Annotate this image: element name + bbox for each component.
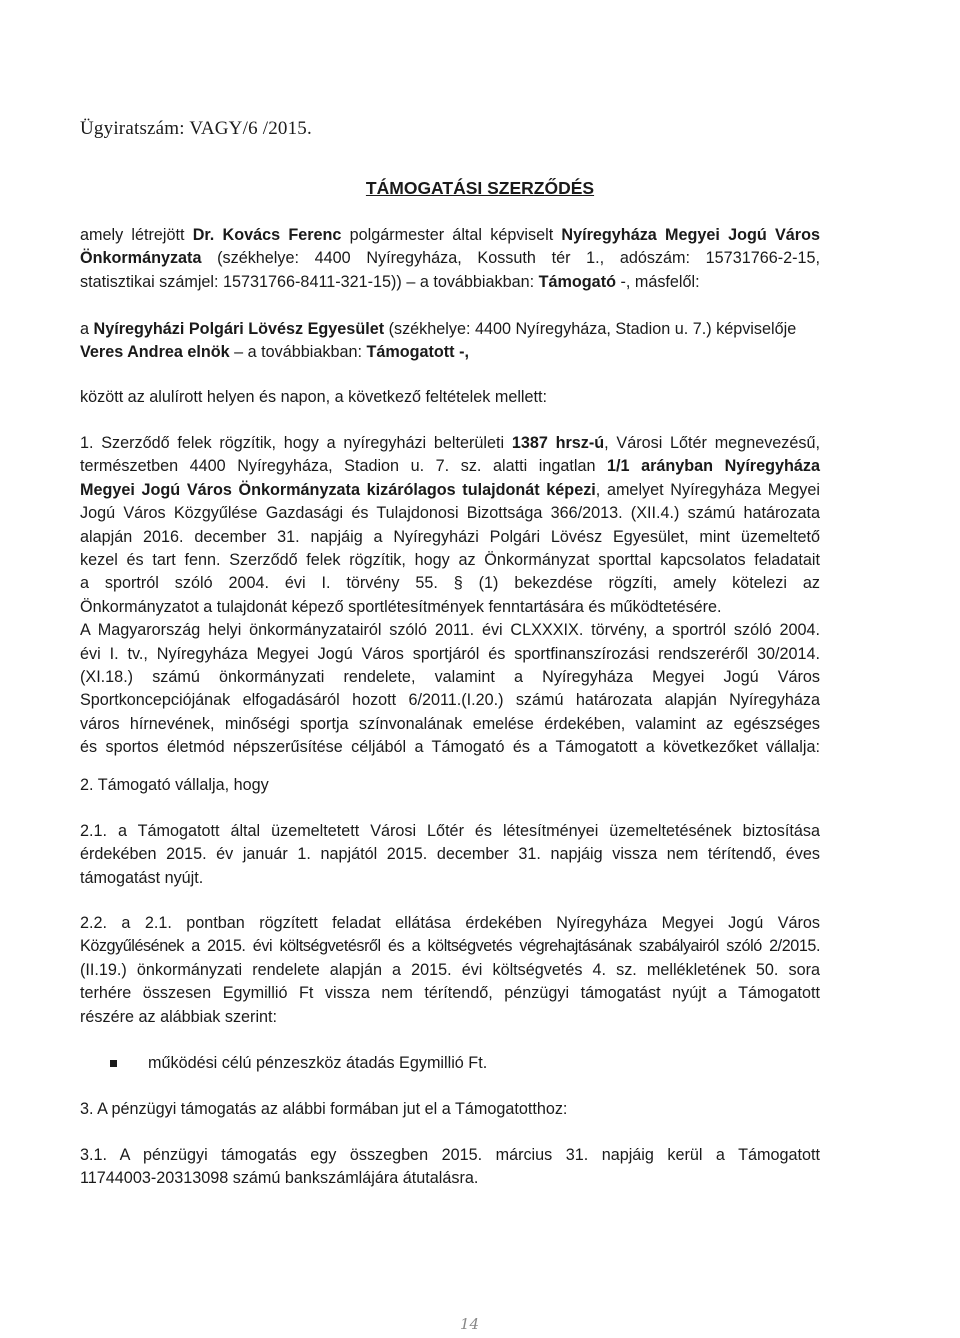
text-line: 2.1. a Támogatott által üzemeltetett Városi Lőtér és létesítményei üzemeltetésének biztosítása: [80, 822, 820, 840]
text-line: Veres Andrea elnök – a továbbiakban: Támogatott -,: [80, 343, 469, 362]
section-1: [80, 432, 820, 760]
text-line: természetben 4400 Nyíregyháza, Stadion u. 7. sz. alatti ingatlan 1/1 arányban Nyíregyháza: [80, 457, 820, 476]
document-reference: Ügyiratszám: VAGY/6 /2015.: [80, 118, 312, 139]
conditions-intro: között az alulírott helyen és napon, a következő feltételek mellett:: [80, 388, 548, 406]
text-line: város hírnevének, minőségi sportja színvonalának emelése érdekében, valamint az egészséges: [80, 714, 820, 733]
section-2-1: [80, 820, 820, 890]
text-line: 11744003-20313098 számú bankszámlájára átutalásra.: [80, 1169, 479, 1188]
text-line: részére az alábbiak szerint:: [80, 1007, 278, 1026]
supported-party-paragraph: [80, 318, 820, 365]
text-line: és sportos életmód népszerűsítése céljából a Támogató és a Támogatott a következőket vállalja:: [80, 738, 820, 757]
text-line: évi I. tv., Nyíregyháza Megyei Jogú Város sportjáról és sportfinanszírozási rendszeréről 30/2014.: [80, 644, 820, 663]
text-line: Önkormányzatot a tulajdonát képező sportlétesítmények fenntartására és működtetésére.: [80, 597, 722, 616]
municipality-name: Nyíregyháza Megyei Jogú Város: [561, 226, 820, 244]
section-2-heading: 2. Támogató vállalja, hogy: [80, 776, 269, 794]
section-3-1: [80, 1144, 820, 1191]
text-line: alapján 2016. december 31. napjáig a Nyíregyházi Polgári Lövész Egyesület, mint üzemeltető: [80, 527, 820, 546]
text-line: Megyei Jogú Város Önkormányzata kizárólagos tulajdonát képezi, amelyet Nyíregyháza Megyei: [80, 480, 820, 499]
text-line: statisztikai számjel: 15731766-8411-321-15)) – a továbbiakban: Támogató -, másfelől:: [80, 272, 700, 291]
association-name: Nyíregyházi Polgári Lövész Egyesület: [93, 320, 385, 338]
document-title: TÁMOGATÁSI SZERZŐDÉS: [365, 178, 595, 198]
text-line: amely létrejött Dr. Kovács Ferenc polgármester által képviselt Nyíregyháza Megyei Jogú Város: [80, 226, 820, 244]
square-bullet-icon: [110, 1060, 117, 1067]
president-name: Veres Andrea elnök: [80, 343, 230, 362]
supporter-label: Támogató: [538, 272, 616, 291]
mayor-name: Dr. Kovács Ferenc: [192, 226, 342, 244]
text-line: 2.2. a 2.1. pontban rögzített feladat ellátása érdekében Nyíregyháza Megyei Jogú Város: [80, 914, 820, 932]
text-line: kezel és tart fenn. Szerződő felek rögzítik, hogy az Önkormányzat sporttal kapcsolatos feladatait: [80, 551, 820, 570]
text-line: (XI.18.) számú önkormányzati rendelete, valamint a Nyíregyháza Megyei Jogú Város: [80, 668, 820, 687]
section-3-heading: 3. A pénzügyi támogatás az alábbi formában jut el a Támogatotthoz:: [80, 1100, 568, 1118]
section-2-2: [80, 912, 820, 1029]
text-line: a sportról szóló 2004. évi I. törvény 55. § (1) bekezdése rögzíti, amely kötelezi az: [80, 574, 820, 593]
text-line: Sportkoncepciójának elfogadásáról hozott 6/2011.(I.20.) számú határozata alapján Nyíregyháza: [80, 691, 820, 710]
handwritten-page-number: 14: [460, 1315, 480, 1333]
text-line: Közgyűlésének a 2015. évi költségvetésről és a költségvetés végrehajtásának szabályairól szóló 2/2015.: [80, 937, 820, 956]
text-line: érdekében 2015. év január 1. napjától 2015. december 31. napjáig vissza nem térítendő, éves: [80, 845, 820, 864]
bullet-text: működési célú pénzeszköz átadás Egymillió Ft.: [148, 1054, 488, 1072]
text-line: terhére összesen Egymillió Ft vissza nem térítendő, pénzügyi támogatást nyújt a Támogatott: [80, 984, 820, 1003]
parties-paragraph: [80, 224, 820, 294]
text-line: 3.1. A pénzügyi támogatás egy összegben 2015. március 31. napjáig kerül a Támogatott: [80, 1146, 820, 1164]
supported-label: Támogatott -,: [366, 343, 469, 362]
text-line: 1. Szerződő felek rögzítik, hogy a nyíregyházi belterületi 1387 hrsz-ú, Városi Lőtér megnevezésű,: [80, 434, 820, 452]
text-line: (II.19.) önkormányzati rendelete alapján a 2015. évi költségvetés 4. sz. mellékletének 50. sora: [80, 960, 820, 979]
text-line: támogatást nyújt.: [80, 868, 204, 887]
text-line: Önkormányzata (székhelye: 4400 Nyíregyháza, Kossuth tér 1., adószám: 15731766-2-15,: [80, 249, 820, 268]
text-line: A Magyarország helyi önkormányzatairól szóló 2011. évi CLXXXIX. törvény, a sportról szóló 2004.: [80, 621, 820, 640]
text-line: Jogú Város Közgyűlése Gazdasági és Tulajdonosi Bizottsága 366/2013. (XII.4.) számú határozata: [80, 504, 820, 523]
text-line: a Nyíregyházi Polgári Lövész Egyesület (székhelye: 4400 Nyíregyháza, Stadion u. 7.) képviselője: [80, 320, 797, 338]
